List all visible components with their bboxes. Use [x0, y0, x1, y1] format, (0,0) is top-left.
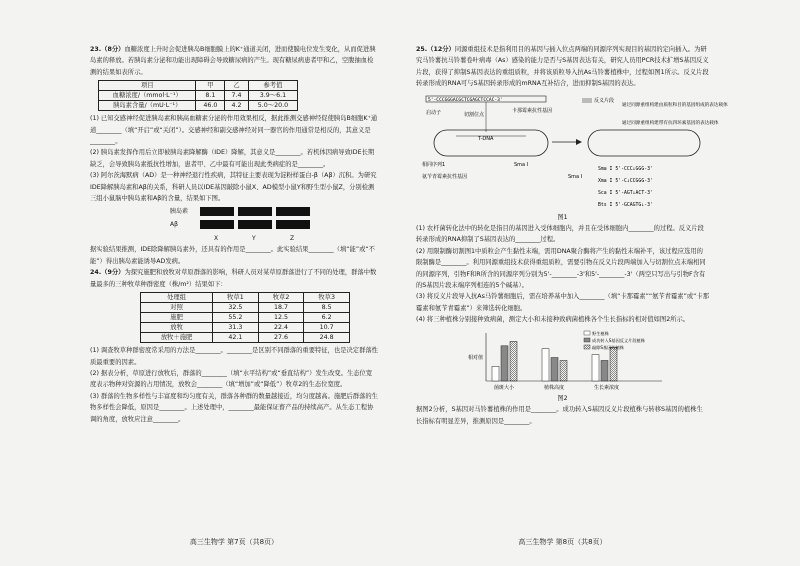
blot-label-insulin: 胰岛素: [170, 208, 189, 216]
blot-band: [276, 220, 310, 229]
enzyme-site: Sca I 5'-AGT↓ACT-3': [598, 190, 653, 196]
table-row: [141, 323, 350, 333]
q23-part4: 据实验结果推测，IDE除降解胰岛素外，还具有的作用是________。此实验结果________（填“能”或“不能”）得出胰岛素能诱导AD发病。: [90, 246, 375, 265]
ampicillin-label: 氨苄青霉素抗性基因: [422, 173, 468, 180]
table-cell: 放牧: [141, 323, 213, 333]
note-box1: 通过同源重组构建由质粒和目的基因组成的表达载体: [622, 102, 728, 108]
smaI-label: Sma I: [514, 161, 529, 168]
left-page: [84, 0, 384, 566]
table1-header: 参考值: [248, 81, 297, 91]
table1-header: 甲: [196, 81, 225, 91]
legend-swatch: [584, 331, 590, 335]
legend-swatch: [584, 345, 590, 349]
chart-bar: [601, 360, 608, 381]
sequence-text: 5'-CCCGGGACGCTCGAGCTCCAC-3': [428, 97, 503, 103]
y-axis-label: 相对值: [468, 354, 484, 361]
table-cell: 8.1: [196, 91, 225, 101]
plasmid-left: [434, 130, 548, 156]
table-cell: 24.8: [304, 333, 350, 343]
table-cell: 5.0～20.0: [248, 101, 297, 111]
x-tick-label: 生长素浓度: [594, 384, 620, 391]
chart-bar: [592, 354, 599, 380]
q25-part5: 据图2分析，S基因对马铃薯植株的作用是________。成功转入S基因反义片段植株与转移S基因的植株生长指标有明显差异，推测原因是________。: [416, 406, 703, 425]
q24-part2: (2) 据表分析，草原进行放牧后，群落的________（填“水平结构”或“垂直结构”）发生改变。生态位宽度表示物种对资源的占用情况，放牧会________（填“增加”或“降低”）牧草2的生态位宽度。: [90, 369, 373, 389]
blot-label-abeta: Aβ: [170, 221, 178, 229]
plasmid-diagram-svg: [416, 92, 728, 210]
table-cell: 32.5: [213, 303, 259, 313]
chart-bar: [492, 366, 499, 381]
x-tick-label: 植株高度: [544, 384, 565, 391]
table-cell: 胰岛素含量/（mU·L⁻¹）: [99, 101, 196, 111]
plasmid-right: [588, 130, 700, 156]
lane-label: Z: [290, 235, 295, 243]
legend-label: 敲除S基因的植株: [592, 344, 624, 350]
antisense-segment: [582, 98, 592, 103]
page-footer-right: 高三生物学 第8页（共8页）: [518, 537, 607, 546]
blot-band: [238, 207, 272, 216]
blot-band: [276, 207, 310, 216]
figure1-caption: 图1: [557, 213, 568, 221]
blood-test-table: [98, 80, 298, 111]
table-cell: 对照: [141, 303, 213, 313]
q23-part3: (3) 阿尔茨海默病（AD）是一种神经退行性疾病，其特征主要表现为淀粉样蛋白-β（Aβ）沉积。为研究IDE降解胰岛素和Aβ的关系，科研人员以IDE基因敲除小鼠X、AD模型小鼠Y和野生型小鼠Z，分别检测三组小鼠脑中胰岛素和Aβ的含量，结果如下图。: [90, 172, 377, 203]
q24-part3: (3) 群落的生物多样性与丰富度和均匀度有关，群落各种群的数量越接近，均匀度越高。施肥后群落的生物多样性会降低，原因是________。上述处理中，________最能保证畜产品的持续高产。从生态工程协调的角度，放牧应注意________。: [90, 392, 378, 423]
figure2-caption: 图2: [557, 394, 568, 402]
q25-part3: (3) 将反义片段导入抗As马铃薯细胞后，需在培养基中加入________（填“卡那霉素”“氨苄青霉素”或“卡那霉素和氨苄青霉素”）来筛选转化细胞。: [416, 293, 709, 312]
table-row: [141, 333, 350, 343]
plasmid-diagram: [416, 92, 728, 210]
table2-header: 牧草3: [304, 293, 350, 303]
q25-part2: (2) 用限制酶切割图1中质粒会产生黏性末端，需用DNA聚合酶将产生的黏性末端补平，该过程应选用的限制酶是________。利用同源重组技术获得重组质粒，需要引物在反义片段两端加入与切割位点末端相同的同源序列，引物F和R所含的同源序列分别为5'-________-3'和5'-________-3'（两空只写出与引物F含有的S基因片段末端序列相连的5个碱基）。: [416, 247, 706, 290]
x-tick-label: 菌斑大小: [494, 384, 515, 391]
western-blot-figure: [90, 206, 378, 242]
enzyme-site: Sma I 5'-CCC↓GGG-3': [598, 166, 653, 172]
q23-intro: [90, 44, 378, 78]
right-page: [410, 0, 728, 566]
blot-band: [200, 220, 234, 229]
growth-chart-svg: [466, 329, 666, 393]
table2-header: 牧草2: [258, 293, 304, 303]
note-box2: 通过同源重组构建带有抗四环素基因的表达载体: [622, 120, 719, 126]
q24-head: 24.（9分）: [90, 269, 125, 277]
chart-bar: [501, 345, 508, 380]
table-cell: 42.1: [213, 333, 259, 343]
table-cell: 10.7: [304, 323, 350, 333]
table-cell: 6.2: [304, 313, 350, 323]
table1-header: 乙: [225, 81, 249, 91]
q25-text: 同源重组技术是指利用目的基因与插入位点两端的同源序列实现目的基因的定向插入。为研究马铃薯抗马铃薯卷叶病毒（As）感染的能力是否与S基因表达有关，研究人员用PCR技术扩增S基因反义片段，获得了抑制S基因表达的重组质粒，并将该质粒导入抗As马铃薯植株中，过程如图1所示。反义片段转录形成的RNA可与S基因转录形成的mRNA互补结合，进而抑制S基因的表达。: [416, 46, 709, 88]
tdna-label: T-DNA: [478, 135, 494, 142]
table2-header: 牧草1: [213, 293, 259, 303]
table-cell: 27.6: [258, 333, 304, 343]
enzyme-site: Bts I 5'-GCAGTG↓-3': [598, 202, 653, 208]
cut-site-label: 切割位点: [464, 111, 485, 118]
table-row: [99, 91, 298, 101]
promoter-label: 启动子: [426, 109, 442, 116]
table-cell: 18.7: [258, 303, 304, 313]
table-cell: 46.0: [196, 101, 225, 111]
table-cell: 12.5: [258, 313, 304, 323]
table-cell: 55.2: [213, 313, 259, 323]
kanamycin-label: 卡那霉素抗性基因: [512, 107, 553, 114]
legend-swatch: [584, 338, 590, 342]
table2-header: 处理组: [141, 293, 213, 303]
q24-intro: [90, 267, 378, 290]
chart-bar: [542, 348, 549, 380]
table-row: [99, 101, 298, 111]
lane-label: X: [214, 235, 219, 243]
table-cell: 31.3: [213, 323, 259, 333]
chart-bar: [551, 357, 558, 380]
blot-band: [200, 207, 234, 216]
table1-header: 项目: [99, 81, 196, 91]
chart-bar: [510, 341, 517, 381]
q23-part1: (1) 已知交感神经促进胰岛素和胰高血糖素分泌的作用效果相反，据此推测交感神经促使胰岛B细胞K⁺通道________（填“开启”或“关闭”）。交感神经和副交感神经对同一器官的作用通常是相反的，其意义是________。: [90, 115, 378, 146]
table-cell: 放牧＋施肥: [141, 333, 213, 343]
enzyme-site: Xma I 5'-C↓CCGGG-3': [598, 178, 653, 184]
lane-label: Y: [252, 235, 256, 243]
table-cell: 22.4: [258, 323, 304, 333]
q23-part2: (2) 胰岛素发挥作用后立即被胰岛素降解酶（IDE）降解，其意义是________。若机体因病导致IDE长期缺乏，会导致胰岛素抵抗性增加，患者甲、乙中最有可能出现此类病症的是________。: [90, 149, 375, 168]
same-seq1-label: 相同序列1: [422, 161, 446, 168]
smaI-label-2: Sma I: [568, 173, 583, 180]
q24-text: 为探究施肥和放牧对草原群落的影响，科研人员对某草原群落进行了不同的处理，群落中数量最多的三种牧草种群密度（株/m²）结果如下：: [90, 269, 377, 288]
q25-head: 25.（12分）: [416, 46, 455, 53]
table-cell: 7.4: [225, 91, 249, 101]
q25-intro: [416, 44, 709, 90]
table-cell: 3.9～6.1: [248, 91, 297, 101]
growth-chart: [416, 329, 709, 393]
q25-part4: (4) 将三种植株分别接种致病菌，测定大小和未接种致病菌植株各个生长指标的相对值如图2所示。: [416, 316, 690, 324]
chart-bar: [560, 360, 567, 381]
table-cell: 4.2: [225, 101, 249, 111]
antisense-label: 反义片段: [594, 97, 615, 104]
table-cell: 血糖浓度/（mmol·L⁻¹）: [99, 91, 196, 101]
q24-part1: (1) 调查牧草种群密度常采用的方法是________。________是区别不同群落的重要特征，也是决定群落性质最重要的因素。: [90, 347, 378, 366]
pasture-density-table: [140, 292, 350, 343]
q23-text: 血糖浓度上升时会促进胰岛B细胞膜上的K⁺通道关闭，进而使膜电位发生变化，从而促进胰岛素的释放。若胰岛素分泌和功能出现障碍会导致糖尿病的产生。现有糖尿病患者甲和乙，空腹抽血检测的结果如表所示。: [90, 46, 376, 76]
q23-head: 23.（8分）: [90, 46, 125, 53]
table-cell: 8.5: [304, 303, 350, 313]
table-row: [141, 313, 350, 323]
table-cell: 施肥: [141, 313, 213, 323]
arrow-head-icon: [576, 139, 582, 145]
blot-band: [238, 220, 272, 229]
page-footer-left: 高三生物学 第7页（共8页）: [189, 537, 279, 546]
legend-label: 成功转入S基因反义片段植株: [592, 337, 645, 343]
legend-label: 野生植株: [592, 330, 609, 336]
chart-bar: [610, 347, 617, 381]
table-row: [141, 303, 350, 313]
q25-part1: (1) 农杆菌转化法中的转化是指目的基因进入受体细胞内，并且在受体细胞内________的过程。反义片段转录形成的RNA抑制了S基因表达的________过程。: [416, 225, 704, 244]
